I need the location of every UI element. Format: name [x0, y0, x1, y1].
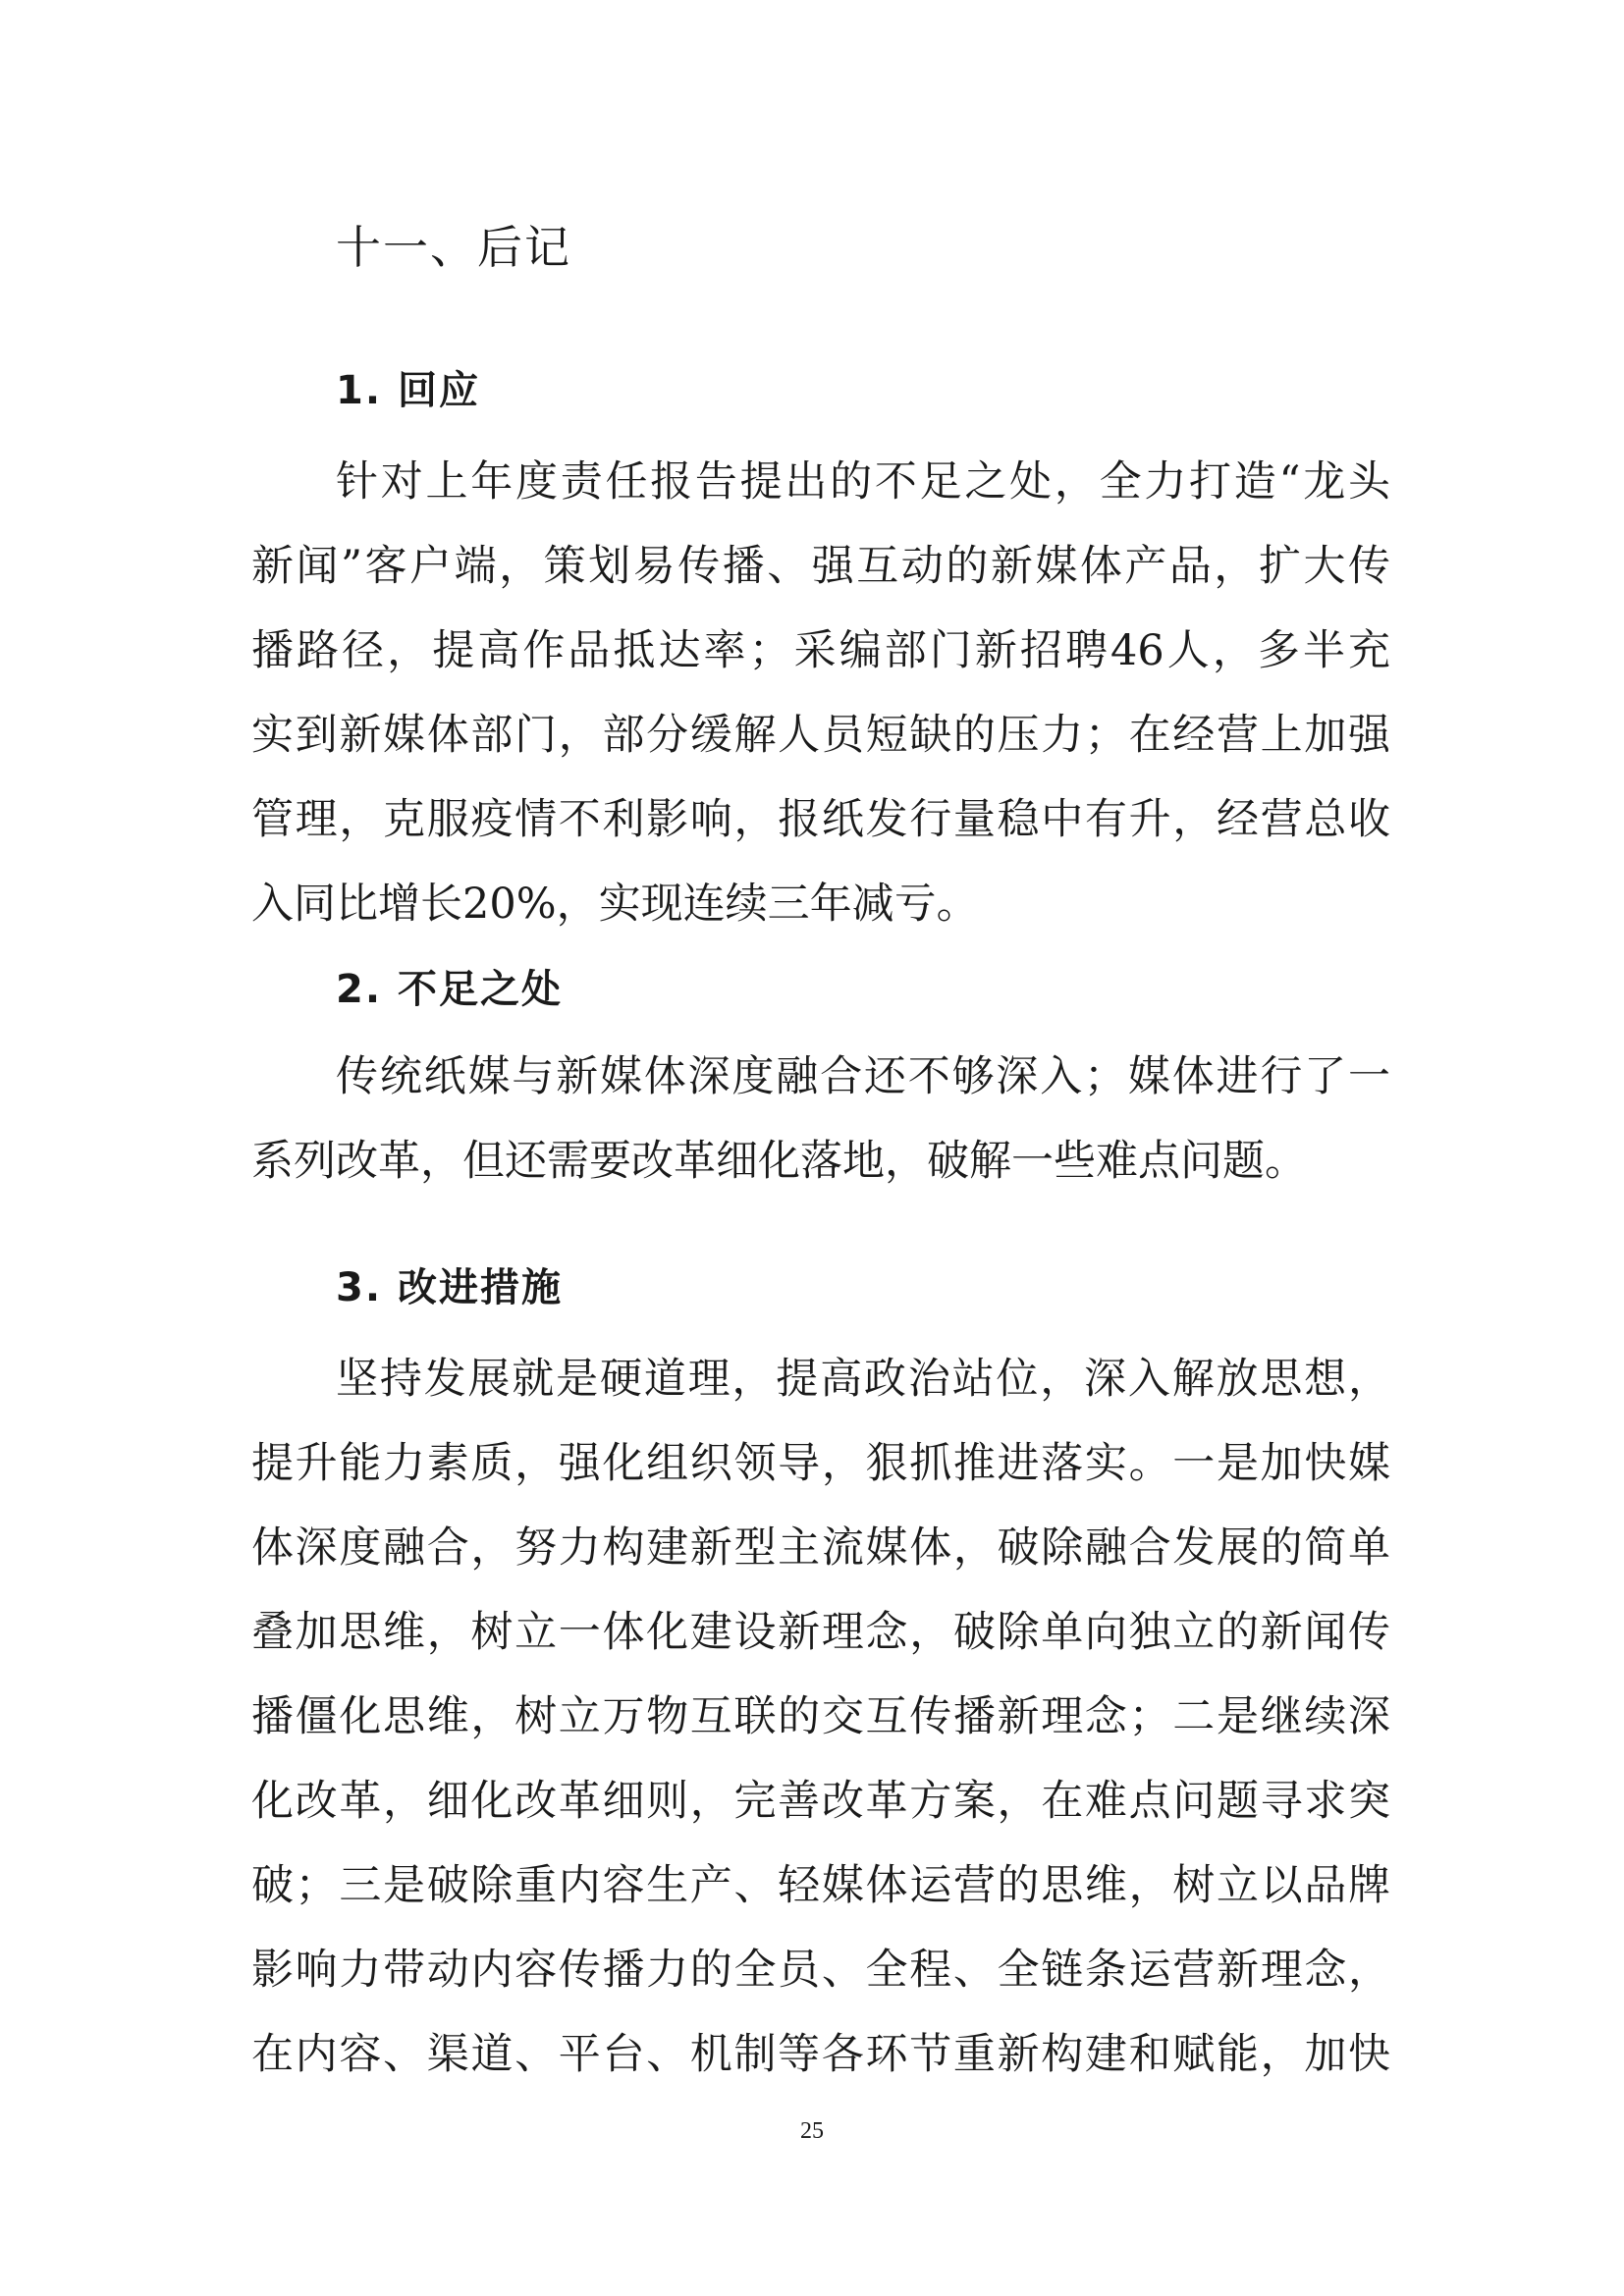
subsection-title-improvements: 3. 改进措施: [336, 1265, 563, 1310]
section-heading: 十一、后记: [336, 221, 571, 274]
paragraph-line: 提升能力素质，强化组织领导，狠抓推进落实。一是加快媒: [251, 1439, 1390, 1488]
paragraph-line: 体深度融合，努力构建新型主流媒体，破除融合发展的简单: [251, 1523, 1390, 1573]
paragraph-response: [251, 440, 1390, 946]
paragraph-line: 管理，克服疫情不利影响，报纸发行量稳中有升，经营总收: [251, 795, 1390, 844]
paragraph-line: 实到新媒体部门，部分缓解人员短缺的压力；在经营上加强: [251, 711, 1390, 760]
page-number: 25: [800, 2118, 824, 2144]
paragraph-line: 破；三是破除重内容生产、轻媒体运营的思维，树立以品牌: [251, 1861, 1390, 1910]
paragraph-line: 影响力带动内容传播力的全员、全程、全链条运营新理念，: [251, 1946, 1390, 1995]
paragraph-line: 坚持发展就是硬道理，提高政治站位，深入解放思想，: [336, 1355, 1390, 1404]
paragraph-line: 播僵化思维，树立万物互联的交互传播新理念；二是继续深: [251, 1692, 1390, 1741]
paragraph-shortcomings: [251, 1035, 1390, 1203]
paragraph-improvements: [251, 1337, 1390, 2097]
subsection-title-response: 1. 回应: [336, 368, 480, 413]
paragraph-line: 入同比增长20%，实现连续三年减亏。: [251, 880, 979, 929]
paragraph-line: 化改革，细化改革细则，完善改革方案，在难点问题寻求突: [251, 1777, 1390, 1826]
paragraph-line: 新闻”客户端，策划易传播、强互动的新媒体产品，扩大传: [251, 542, 1390, 591]
paragraph-line: 在内容、渠道、平台、机制等各环节重新构建和赋能，加快: [251, 2030, 1390, 2079]
paragraph-line: 播路径，提高作品抵达率；采编部门新招聘46人，多半充: [251, 626, 1390, 675]
subsection-title-shortcomings: 2. 不足之处: [336, 967, 563, 1012]
paragraph-line: 传统纸媒与新媒体深度融合还不够深入；媒体进行了一: [336, 1052, 1390, 1101]
paragraph-line: 叠加思维，树立一体化建设新理念，破除单向独立的新闻传: [251, 1608, 1390, 1657]
paragraph-line: 针对上年度责任报告提出的不足之处，全力打造“龙头: [336, 457, 1390, 507]
paragraph-line: 系列改革，但还需要改革细化落地，破解一些难点问题。: [251, 1137, 1307, 1186]
